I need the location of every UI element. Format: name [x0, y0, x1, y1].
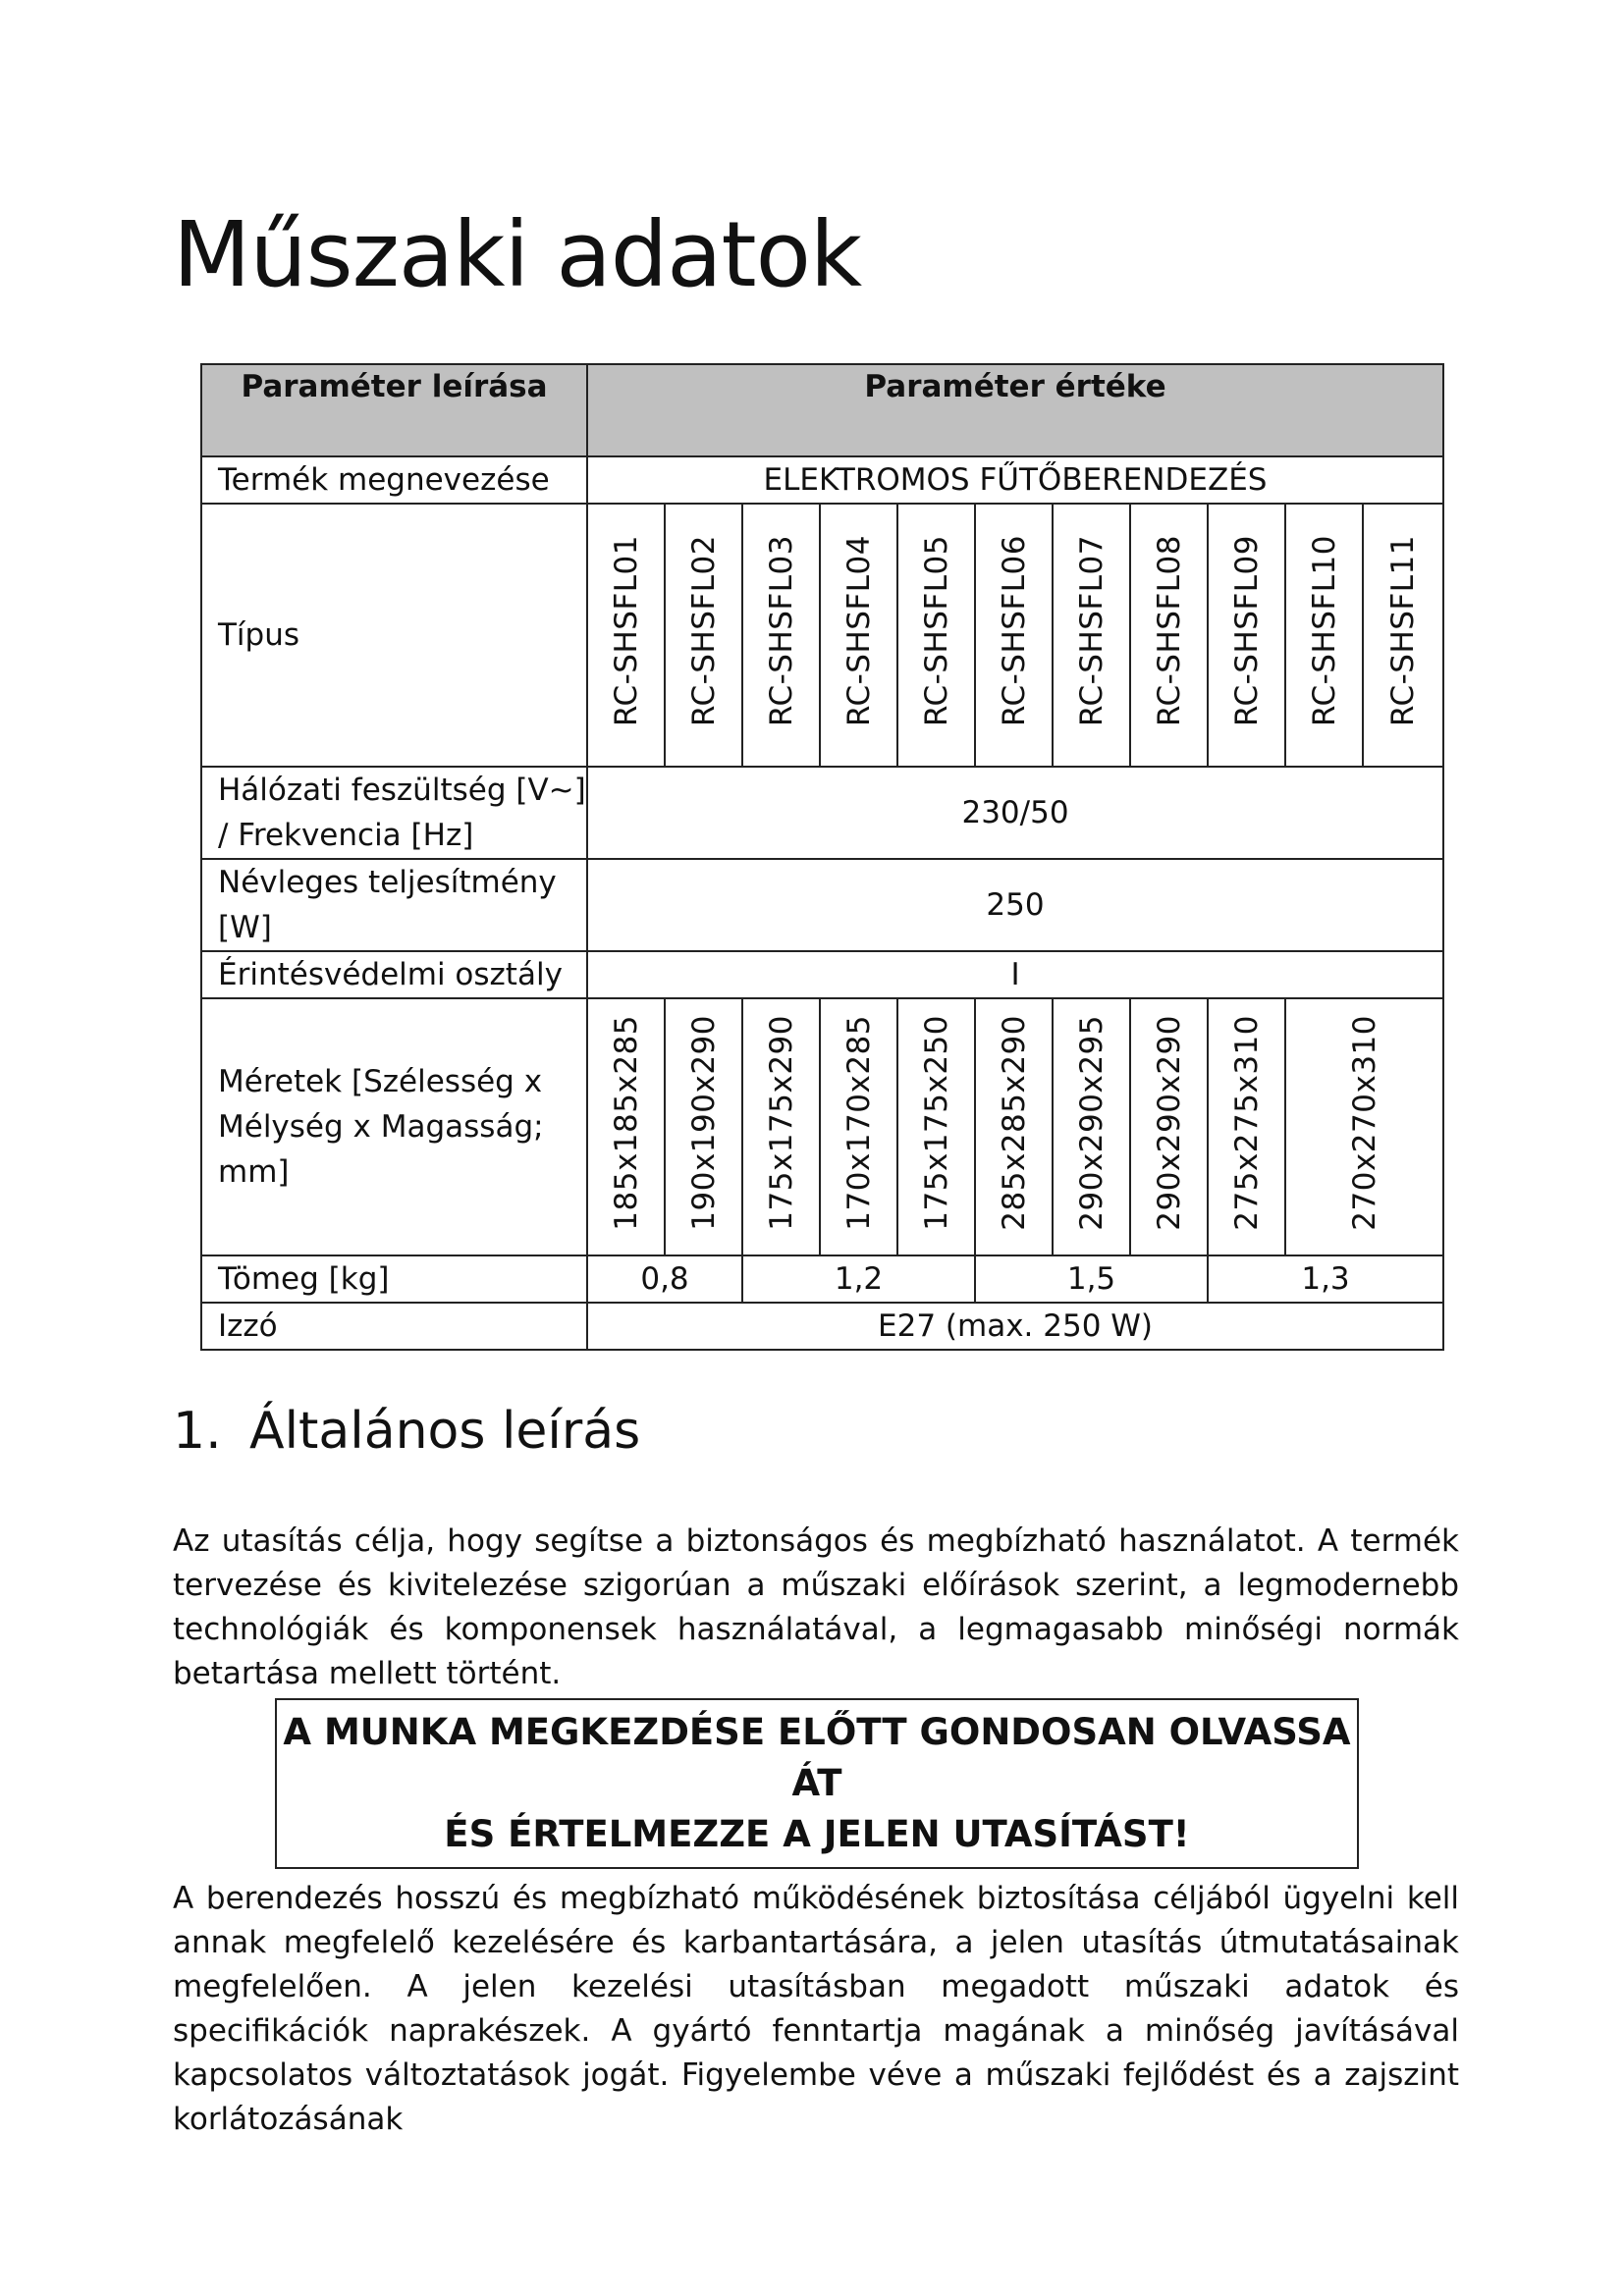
- header-value: Paraméter értéke: [587, 364, 1443, 456]
- voltage-label: Hálózati feszültség [V~] / Frekvencia [Hz]: [201, 767, 587, 859]
- dimension-cell: [897, 998, 975, 1255]
- dimension-cell: [1285, 998, 1443, 1255]
- dimension-value: 285x285x290: [996, 1015, 1032, 1231]
- dimension-cell: [820, 998, 897, 1255]
- page-title: Műszaki adatok: [173, 202, 862, 307]
- type-cell: [742, 504, 820, 767]
- voltage-row: [201, 767, 1443, 859]
- warning-line: A MUNKA MEGKEZDÉSE ELŐTT GONDOSAN OLVASSA ÁT: [283, 1711, 1351, 1804]
- protection-label: Érintésvédelmi osztály: [201, 951, 587, 998]
- type-value: RC-SHSFL08: [1151, 535, 1187, 727]
- type-cell: [1053, 504, 1130, 767]
- warning-line: ÉS ÉRTELMEZZE A JELEN UTASÍTÁST!: [444, 1813, 1190, 1855]
- dimension-value: 290x290x295: [1073, 1015, 1110, 1231]
- product-name-label: Termék megnevezése: [201, 456, 587, 504]
- intro-paragraph: Az utasítás célja, hogy segítse a biztonságos és megbízható használatot. A termék tervezése és kivitelezése szigorúan a műszaki előírások szerint, a legmodernebb technológiák és komponensek használatával, a legmagasabb minőségi normák betartása mellett történt.: [173, 1523, 1459, 1691]
- dimension-cell: [587, 998, 665, 1255]
- bulb-value: E27 (max. 250 W): [587, 1303, 1443, 1350]
- dimension-value: 170x170x285: [840, 1015, 877, 1231]
- mass-value: 1,5: [975, 1255, 1208, 1303]
- product-name-value: ELEKTROMOS FŰTŐBERENDEZÉS: [587, 456, 1443, 504]
- dimension-value: 175x175x290: [763, 1015, 799, 1231]
- type-cell: [820, 504, 897, 767]
- type-cell: [1130, 504, 1208, 767]
- dimension-value: 275x275x310: [1228, 1015, 1265, 1231]
- type-cell: [587, 504, 665, 767]
- voltage-value: 230/50: [587, 767, 1443, 859]
- header-param: Paraméter leírása: [201, 364, 587, 456]
- bulb-label: Izzó: [201, 1303, 587, 1350]
- dimension-value: 190x190x290: [685, 1015, 722, 1231]
- protection-value: I: [587, 951, 1443, 998]
- dimension-value: 290x290x290: [1151, 1015, 1187, 1231]
- section-number: 1.: [173, 1402, 222, 1461]
- mass-value: 0,8: [587, 1255, 742, 1303]
- type-label: Típus: [201, 504, 587, 767]
- type-value: RC-SHSFL07: [1073, 535, 1110, 727]
- mass-value: 1,2: [742, 1255, 975, 1303]
- spec-table: [200, 363, 1444, 1351]
- type-value: RC-SHSFL05: [918, 535, 954, 727]
- dimension-cell: [1053, 998, 1130, 1255]
- type-cell: [1208, 504, 1285, 767]
- type-cell: [665, 504, 742, 767]
- dimension-cell: [975, 998, 1053, 1255]
- type-value: RC-SHSFL09: [1228, 535, 1265, 727]
- section-title: Általános leírás: [249, 1402, 641, 1461]
- dimensions-row: [201, 998, 1443, 1255]
- body-paragraph: A berendezés hosszú és megbízható működésének biztosítása céljából ügyelni kell annak megfelelő kezelésére és karbantartására, a jelen utasítás útmutatásainak megfelelően. A jelen kezelési utasításban megadott műszaki adatok és specifikációk naprakészek. A gyártó fenntartja magának a minőség javításával kapcsolatos változtatások jogát. Figyelembe véve a műszaki fejlődést és a zajszint korlátozásának: [173, 1881, 1459, 2137]
- warning-box: [275, 1698, 1359, 1869]
- type-value: RC-SHSFL06: [996, 535, 1032, 727]
- dimension-value: 270x270x310: [1346, 1015, 1382, 1231]
- type-cell: [1363, 504, 1443, 767]
- type-cell: [975, 504, 1053, 767]
- type-value: RC-SHSFL10: [1306, 535, 1342, 727]
- type-value: RC-SHSFL11: [1385, 535, 1422, 727]
- power-value: 250: [587, 859, 1443, 951]
- type-value: RC-SHSFL02: [685, 535, 722, 727]
- mass-label: Tömeg [kg]: [201, 1255, 587, 1303]
- type-cell: [1285, 504, 1363, 767]
- protection-row: [201, 951, 1443, 998]
- type-row: [201, 504, 1443, 767]
- power-row: [201, 859, 1443, 951]
- dimensions-label: Méretek [Szélesség x Mélység x Magasság; mm]: [201, 998, 587, 1255]
- dimension-cell: [742, 998, 820, 1255]
- dimension-value: 175x175x250: [918, 1015, 954, 1231]
- bulb-row: [201, 1303, 1443, 1350]
- type-value: RC-SHSFL01: [608, 535, 644, 727]
- mass-row: [201, 1255, 1443, 1303]
- dimension-cell: [665, 998, 742, 1255]
- type-value: RC-SHSFL03: [763, 535, 799, 727]
- type-value: RC-SHSFL04: [840, 535, 877, 727]
- power-label: Névleges teljesítmény [W]: [201, 859, 587, 951]
- header-row: [201, 364, 1443, 456]
- dimension-cell: [1130, 998, 1208, 1255]
- type-cell: [897, 504, 975, 767]
- product-name-row: [201, 456, 1443, 504]
- dimension-value: 185x185x285: [608, 1015, 644, 1231]
- mass-value: 1,3: [1208, 1255, 1443, 1303]
- dimension-cell: [1208, 998, 1285, 1255]
- section-heading: [173, 1399, 640, 1464]
